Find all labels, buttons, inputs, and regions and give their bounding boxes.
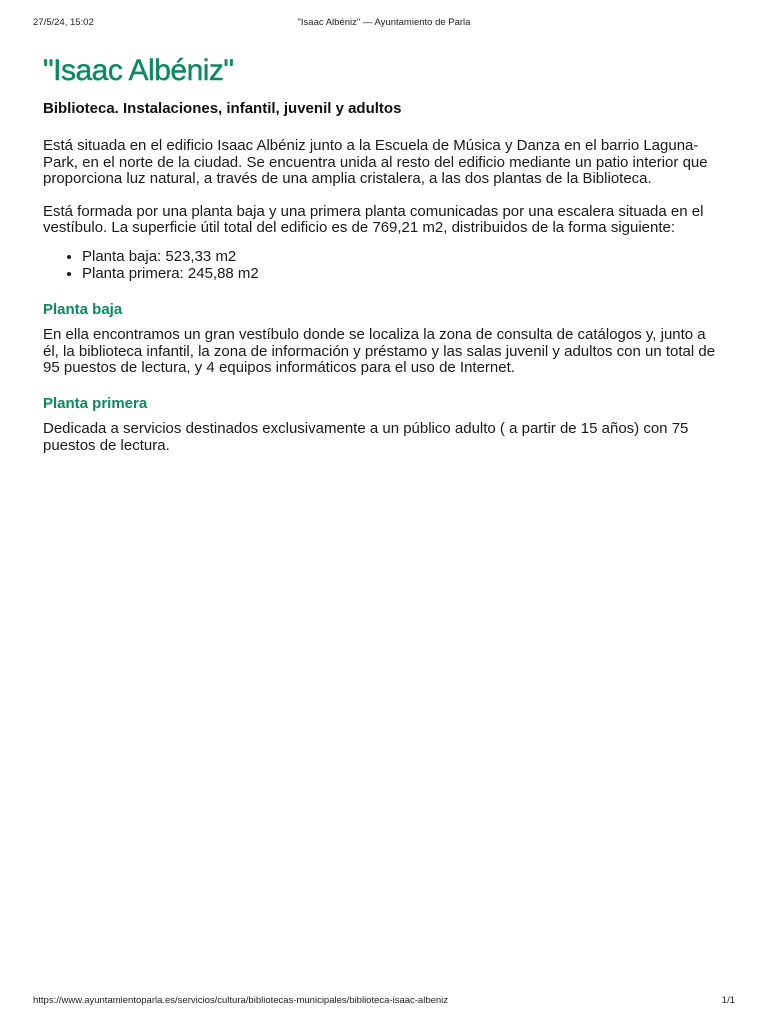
section-heading-planta-baja: Planta baja [43,301,123,319]
page-subtitle: Biblioteca. Instalaciones, infantil, juvenil y adultos [43,100,402,117]
print-document-title: "Isaac Albéniz" — Ayuntamiento de Parla [297,17,471,28]
planta-primera-paragraph: Dedicada a servicios destinados exclusivamente a un público adulto ( a partir de 15 años) con 75 puestos de lectura. [43,419,689,454]
layout-paragraph: Está formada por una planta baja y una primera planta comunicadas por una escalera situada en el vestíbulo. La superficie útil total del edificio es de 769,21 m2, distribuidos de la forma siguiente: [43,202,704,237]
article-content [43,52,723,454]
print-url: https://www.ayuntamientoparla.es/servicios/cultura/bibliotecas-municipales/biblioteca-isaac-albeniz [33,995,449,1006]
page-title: "Isaac Albéniz" [43,54,234,87]
print-footer [33,995,735,1007]
section-heading-planta-primera: Planta primera [43,394,148,412]
print-datetime: 27/5/24, 15:02 [33,17,94,28]
surface-list [43,249,723,282]
intro-paragraph: Está situada en el edificio Isaac Albéniz junto a la Escuela de Música y Danza en el barrio Laguna-Park, en el norte de la ciudad. Se encuentra unida al resto del edificio mediante un patio interior que proporciona luz natural, a través de una amplia cristalera, a las dos plantas de la Biblioteca. [43,137,708,188]
list-item: • Planta baja: 523,33 m2 [82,249,723,266]
page-number: 1/1 [721,995,735,1006]
planta-baja-paragraph: En ella encontramos un gran vestíbulo donde se localiza la zona de consulta de catálogos y, junto a él, la biblioteca infantil, la zona de información y préstamo y las salas juvenil y adultos con un total de 95 puestos de lectura, y 4 equipos informáticos para el uso de Internet. [43,326,716,377]
list-item: • Planta primera: 245,88 m2 [82,266,723,283]
print-header [33,17,735,29]
